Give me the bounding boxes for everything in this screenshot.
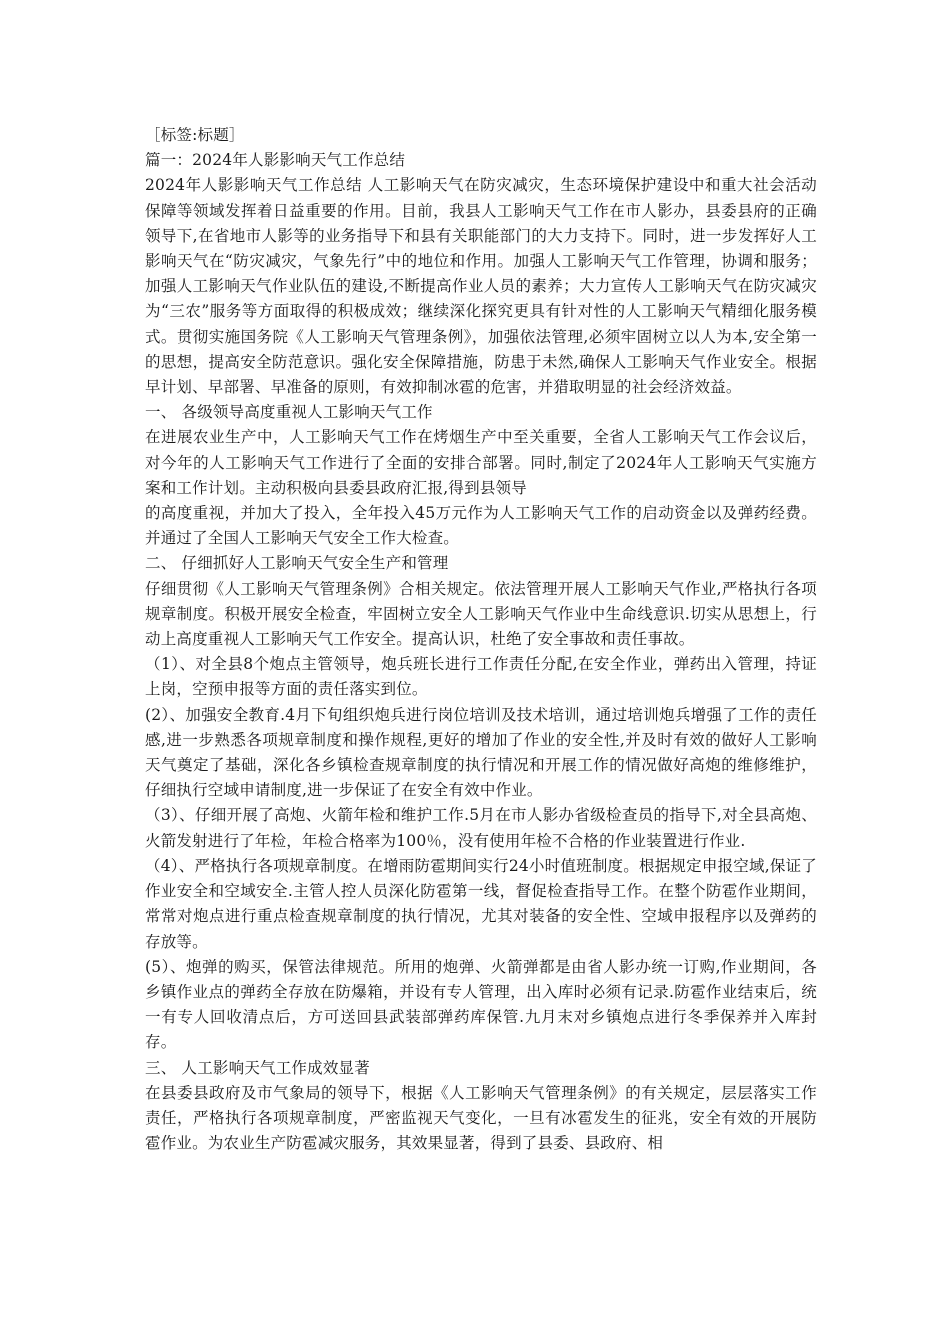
section-heading-1: 一、 各级领导高度重视人工影响天气工作 (145, 403, 433, 422)
paragraph-section-2: 仔细贯彻《人工影响天气管理条例》合相关规定。依法管理开展人工影响天气作业,严格执行各项规章制度。积极开展安全检查，牢固树立安全人工影响天气作业中生命线意识.切实从思想上，行动上高度重视人工影响天气工作安全。提高认识，杜绝了安全事故和责任事故。 (145, 579, 817, 649)
document-heading: 篇一：2024年人影影响天气工作总结 (145, 151, 406, 170)
paragraph-intro: 2024年人影影响天气工作总结 人工影响天气在防灾减灾，生态环境保护建设中和重大社会活动保障等领域发挥着日益重要的作用。目前，我县人工影响天气工作在市人影办，县委县府的正确领导下,在省地市人影等的业务指导下和县有关职能部门的大力支持下。同时，进一步发挥好人工影响天气在“防灾减灾，气象先行”中的地位和作用。加强人工影响天气工作管理，协调和服务；加强人工影响天气作业队伍的建设,不断提高作业人员的素养；大力宣传人工影响天气在防灾减灾为“三农”服务等方面取得的积极成效；继续深化探究更具有针对性的人工影响天气精细化服务模式。贯彻实施国务院《人工影响天气管理条例》，加强依法管理,必须牢固树立以人为本,安全第一的思想，提高安全防范意识。强化安全保障措施，防患于未然,确保人工影响天气作业安全。根据早计划、早部署、早准备的原则，有效抑制冰雹的危害，并猎取明显的社会经济效益。 (145, 176, 817, 397)
list-item-1: （1）、对全县8个炮点主管领导，炮兵班长进行工作责任分配,在安全作业，弹药出入管理，持证上岗，空预申报等方面的责任落实到位。 (145, 655, 818, 699)
section-heading-3: 三、 人工影响天气工作成效显著 (145, 1058, 370, 1077)
list-item-2: (2）、加强安全教育.4月下旬组织炮兵进行岗位培训及技术培训，通过培训炮兵增强了工作的责任感,进一步熟悉各项规章制度和操作规程,更好的增加了作业的安全性,并及时有效的做好人工影响天气奠定了基础，深化各乡镇检查规章制度的执行情况和开展工作的情况做好高炮的维修维护，仔细执行空域申请制度,进一步保证了在安全有效中作业。 (145, 705, 817, 800)
paragraph-section-1-b: 的高度重视，并加大了投入，全年投入45万元作为人工影响天气工作的启动资金以及弹药经费。并通过了全国人工影响天气安全工作大检查。 (145, 504, 817, 548)
paragraph-section-1-a: 在进展农业生产中，人工影响天气工作在烤烟生产中至关重要，全省人工影响天气工作会议后，对今年的人工影响天气工作进行了全面的安排合部署。同时,制定了2024年人工影响天气实施方案和工作计划。主动积极向县委县政府汇报,得到县领导 (145, 428, 817, 497)
document-body (145, 123, 817, 1156)
paragraph-section-3: 在县委县政府及市气象局的领导下，根据《人工影响天气管理条例》的有关规定，层层落实工作责任，严格执行各项规章制度，严密监视天气变化，一旦有冰雹发生的征兆，安全有效的开展防雹作业。为农业生产防雹减灾服务，其效果显著，得到了县委、县政府、相 (145, 1083, 817, 1153)
list-item-4: （4）、严格执行各项规章制度。在增雨防雹期间实行24小时值班制度。根据规定申报空域,保证了作业安全和空域安全.主管人控人员深化防雹第一线，督促检查指导工作。在整个防雹作业期间，常常对炮点进行重点检查规章制度的执行情况，尤其对装备的安全性、空域申报程序以及弹药的存放等。 (145, 856, 817, 951)
section-heading-2: 二、 仔细抓好人工影响天气安全生产和管理 (145, 554, 449, 573)
tag-line: ［标签:标题］ (145, 126, 245, 144)
list-item-3: （3）、仔细开展了高炮、火箭年检和维护工作.5月在市人影办省级检查员的指导下,对全县高炮、火箭发射进行了年检，年检合格率为100％，没有使用年检不合格的作业装置进行作业. (145, 806, 817, 850)
list-item-5: (5）、炮弹的购买，保管法律规范。所用的炮弹、火箭弹都是由省人影办统一订购,作业期间，各乡镇作业点的弹药全存放在防爆箱，并设有专人管理，出入库时必须有记录.防雹作业结束后，统一有专人回收清点后，方可送回县武装部弹药库保管.九月末对乡镇炮点进行冬季保养并入库封存。 (145, 957, 817, 1052)
